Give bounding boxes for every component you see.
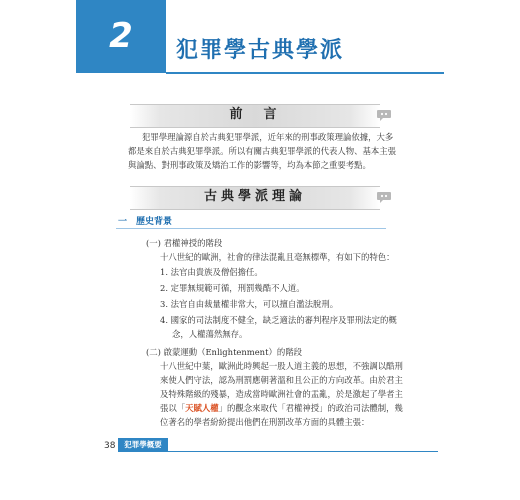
item-1-point: 4. 國家的司法制度不健全，缺乏適法的審判程序及罪刑法定的概 [160,315,397,325]
item-1-point-continued: 念，人權蕩然無存。 [172,329,248,339]
quote-bubble-icon [376,108,392,122]
footer-rule [168,451,438,452]
item-2-line-highlight [160,401,403,416]
preface-line-3: 與論點、對刑事政策及矯治工作的影響等，均為本節之重要考點。 [128,160,371,170]
highlight-term: 天賦人權 [185,403,219,413]
page-number: 38 [104,441,116,451]
item-2-line-pre: 張以「 [160,403,186,413]
item-2-line-post: 」的觀念來取代「君權神授」的政治司法體制，幾 [218,403,403,413]
book-title-tag: 犯罪學概要 [118,438,168,452]
preface-heading: 前 言 [229,107,281,122]
preface-line-2: 都是來自於古典犯罪學派。所以有關古典犯罪學派的代表人物、基本主張 [128,146,396,156]
item-2-line: 來使人們守法，認為刑罰應朝著溫和且公正的方向改革。由於君主 [160,375,403,385]
item-1-intro: 十八世紀的歐洲，社會的律法混亂且毫無標準，有如下的特色： [160,252,395,262]
chapter-title-underline [166,72,444,74]
item-2-line: 十八世紀中葉，歐洲此時興起一股人道主義的思想，不強調以酷刑 [160,361,403,371]
chapter-number: 2 [109,16,133,56]
item-1-label: (一) 君權神授的階段 [146,238,223,248]
item-1-point: 1. 法官由貴族及僧侶擔任。 [160,267,263,277]
item-2-line: 位著名的學者紛紛提出他們在刑罰改革方面的具體主張： [160,417,370,427]
item-1-point: 2. 定罪無規範可循，刑罰幾酷不人道。 [160,283,305,293]
theory-heading: 古典學派理論 [203,189,306,204]
item-2-label: (二) 啟蒙運動（Enlightenment）的階段 [146,347,302,357]
quote-bubble-icon [376,190,392,204]
subheading-history: 一 歷史背景 [118,217,173,227]
chapter-title: 犯罪學古典學派 [176,37,345,63]
item-1-point: 3. 法官自由裁量權非常大，可以擅自濫法脫刑。 [160,299,339,309]
item-2-line: 及特殊階級的殘暴，造成當時歐洲社會的盂亂，於是激起了學者主 [160,389,403,399]
preface-line-1: 犯罪學理論源自於古典犯罪學派，近年來的刑事政策理論依據，大多 [142,132,394,142]
